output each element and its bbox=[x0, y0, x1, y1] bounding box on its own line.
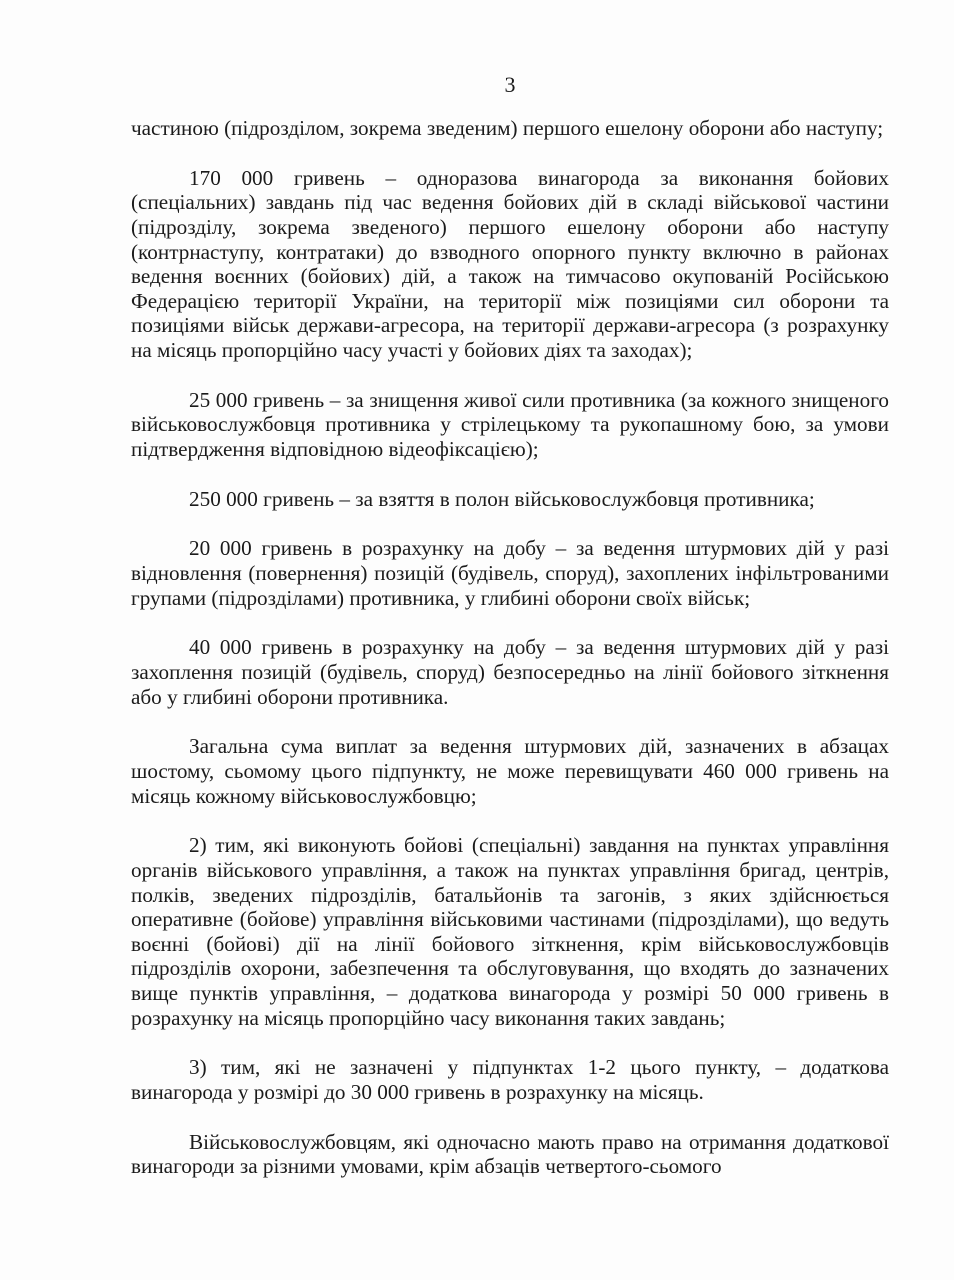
paragraph-item-2: 2) тим, які виконують бойові (спеціальні) завдання на пунктах управління органів військового управління, а також на пунктах управління бригад, центрів, полків, зведених підрозділів, батальйонів та загонів, з яких здійснюється оперативне (бойове) управління військовими частинами (підрозділами), що ведуть воєнні (бойові) дії на лінії бойового зіткнення, крім військовослужбовців підрозділів охорони, забезпечення та обслуговування, що входять до зазначених вище пунктів управління, – додаткова винагорода у розмірі 50 000 гривень в розрахунку на місяць пропорційно часу виконання таких завдань; bbox=[131, 833, 889, 1030]
paragraph-continuation: частиною (підрозділом, зокрема зведеним) першого ешелону оборони або наступу; bbox=[131, 116, 884, 140]
document-body bbox=[131, 116, 889, 1179]
page-number: 3 bbox=[504, 72, 516, 97]
paragraph-multiple-conditions: Військовослужбовцям, які одночасно мають право на отримання додаткової винагороди за різними умовами, крім абзаців четвертого-сьомого bbox=[131, 1129, 889, 1179]
paragraph-total-limit: Загальна сума виплат за ведення штурмових дій, зазначених в абзацах шостому, сьомому цього підпункту, не може перевищувати 460 000 гривень на місяць кожному військовослужбовцю; bbox=[131, 734, 889, 808]
paragraph-40000-reward: 40 000 гривень в розрахунку на добу – за ведення штурмових дій у разі захоплення позицій (будівель, споруд) безпосередньо на лінії бойового зіткнення або у глибині оборони противника. bbox=[131, 635, 889, 709]
paragraph-20000-reward: 20 000 гривень в розрахунку на добу – за ведення штурмових дій у разі відновлення (повернення) позицій (будівель, споруд), захоплених інфільтрованими групами (підрозділами) противника, у глибині оборони своїх військ; bbox=[131, 536, 889, 610]
paragraph-item-3: 3) тим, які не зазначені у підпунктах 1-2 цього пункту, – додаткова винагорода у розмірі до 30 000 гривень в розрахунку на місяць. bbox=[131, 1055, 889, 1104]
paragraph-25000-reward: 25 000 гривень – за знищення живої сили противника (за кожного знищеного військовослужбовця противника у стрілецькому та рукопашному бою, за умови підтвердження відповідною відеофіксацією); bbox=[131, 387, 889, 461]
paragraph-250000-reward: 250 000 гривень – за взяття в полон військовослужбовця противника; bbox=[189, 486, 815, 511]
paragraph-170000-reward: 170 000 гривень – одноразова винагорода за виконання бойових (спеціальних) завдань під час ведення бойових дій в складі військової частини (підрозділу, зокрема зведеного) першого ешелону оборони або наступу (контрнаступу, контратаки) до взводного опорного пункту включно в районах ведення воєнних (бойових) дій, а також на тимчасово окупованій Російською Федерацією території України, на території між позиціями сил оборони та позиціями військ держави-агресора, на території держави-агресора (з розрахунку на місяць пропорційно часу участі у бойових діях та заходах); bbox=[131, 165, 889, 362]
